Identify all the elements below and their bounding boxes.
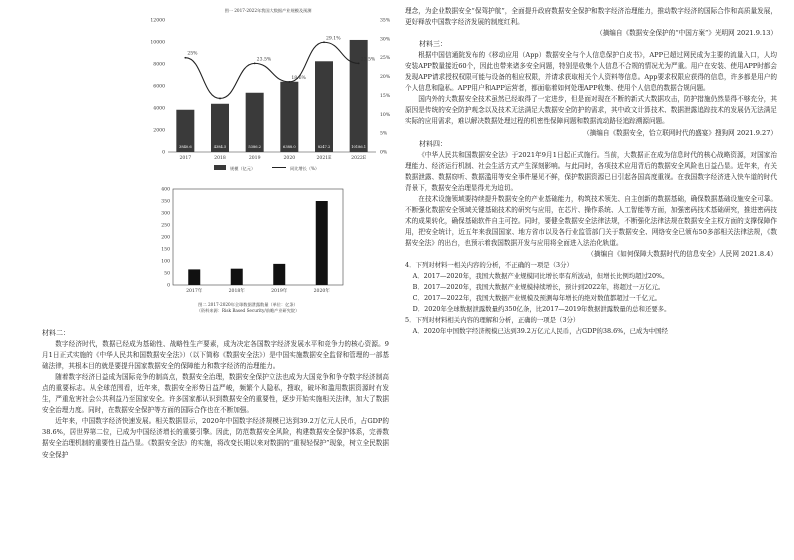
y-tick-label: 50 — [164, 271, 170, 277]
question-5: 5．下列对材料相关内容的理解和分析，正确的一项是（3分） — [405, 315, 580, 324]
growth-point — [254, 62, 256, 64]
y-tick-label: 6000 — [153, 84, 165, 90]
growth-point — [323, 41, 325, 43]
x-tick-label: 2017年 — [186, 289, 203, 294]
bar — [315, 61, 333, 152]
bar-value-label: 6388.0 — [283, 145, 296, 149]
y2-tick-label: 10% — [380, 112, 391, 118]
question-4-option-c: C．2017—2022年，我国大数据产业规模及预测每年增长的绝对数值都超过一千亿元。 — [412, 293, 661, 302]
y-tick-label: 150 — [161, 247, 170, 253]
growth-point — [358, 62, 360, 64]
bar — [231, 269, 243, 285]
chart-source: （资料来源：Risk Based Security/前瞻产业研究院） — [196, 308, 300, 313]
y2-tick-label: 15% — [380, 93, 391, 99]
x-tick-label: 2018 — [214, 156, 226, 161]
growth-point — [184, 57, 186, 59]
material-two-continued: 理念，为企业数据安全“保驾护航”，全面提升政府数据安全保护和数字经济治理能力，推动数字经济的国际合作和高质量发展，更好释放中国数字经济发展的制度红利。 — [405, 7, 777, 27]
y-tick-label: 400 — [161, 187, 170, 193]
y-tick-label: 200 — [161, 235, 170, 241]
y-tick-label: 0 — [162, 150, 165, 156]
material-three-para-2: 国内外的大数据安全技术虽然已经取得了一定进步，但是面对现在不断的新式大数据攻击，防护措施仍然显得不够充分，其原因是传统的安全防护观念以及技术无法满足大数据安全防护的需求，其中政文计算技术、数据泄露追踪技术的发展仍无法满足实际的应用需求，难以解决数据处理过程的机密性保障问题和数据流动路径追踪溯源问题。 — [405, 95, 777, 126]
x-tick-label: 2022E — [351, 156, 367, 161]
y-tick-label: 350 — [161, 199, 170, 205]
growth-label: 23.5% — [360, 57, 376, 63]
bar-value-label: 8247.2 — [317, 145, 331, 149]
question-4: 4．下列对材料一相关内容的分析，不正确的一项是（3分） — [405, 261, 573, 270]
material-two-para-1: 数字经济时代，数据已经成为基础性、战略性生产要素，成为决定各国数字经济发展水平和竞争力的核心资源。9月1日正式实施的《中华人民共和国数据安全法》）（以下简称《数据安全法》）是中国实施数据安全监督和管理的一部基础法律，其根本目的就是要提升国家数据安全的保障能力和数字经济的治理能力。 — [42, 340, 389, 371]
bar — [316, 201, 328, 285]
question-4-option-d: D．2020年全球数据泄露数量约350亿条，比2017—2019年数据泄露数量的总和还要多。 — [412, 304, 671, 313]
material-two-para-3: 近年来，中国数字经济快速发展。相关数据显示，2020年中国数字经济规模已达到39.2万亿元人民币，占GDP的38.6%，居世界第二位，已成为中国经济增长的重要引擎。因此，防范数据安全风险，构建数据安全保护体系，完善数据安全治理机制的重要性日益凸显。《数据安全法》的实施，将改变长期以来对数据的“重视轻保护”现象，树立全民数据安全保护 — [42, 417, 389, 459]
chart-industry-scale — [140, 6, 410, 178]
legend-swatch-bar — [214, 165, 226, 170]
bar-value-label: 10186.1 — [351, 145, 367, 149]
bar — [273, 264, 285, 285]
x-tick-label: 2017 — [179, 156, 192, 161]
legend-label-bar: 规模（亿元） — [230, 166, 256, 171]
x-tick-label: 2018年 — [228, 289, 245, 294]
chart-data-breaches — [143, 185, 348, 315]
y2-tick-label: 30% — [380, 37, 391, 43]
chart-legend — [214, 165, 319, 172]
chart-title: 图一 2017-2022年我国大数据产业规模及预测 — [224, 8, 312, 13]
bar — [246, 93, 264, 152]
source-material-two: （摘编自《数据安全保护的“中国方案”》光明网 2021.9.13） — [596, 29, 777, 38]
growth-point — [219, 98, 221, 100]
y-tick-label: 300 — [161, 211, 170, 217]
y-tick-label: 4000 — [153, 106, 165, 112]
bar-value-label: 4384.5 — [213, 145, 227, 149]
y-tick-label: 10000 — [150, 40, 165, 46]
material-four-para-1: 《中华人民共和国数据安全法》于2021年9月1日起正式施行。当前，大数据正在成为信息时代的核心战略资源，对国家治理能力、经济运行机制、社会生活方式产生深刻影响。与此同时，各项技术应用背后的数据安全风险也日益凸显。近年来，有关数据泄露、数据窃听、数据滥用等安全事件屡见不鲜，保护数据资源已日引起各国高度重视。在我国数字经济进入快车道的时代背景下，数据安全治理显得尤为迫切。 — [405, 150, 777, 192]
source-material-three: （摘编自《数据安全，恰立联网时代的盛宴》搜狗网 2021.9.27） — [583, 128, 777, 137]
y-tick-label: 0 — [167, 283, 170, 289]
y2-tick-label: 20% — [380, 75, 391, 81]
bar — [188, 269, 200, 285]
y2-tick-label: 0% — [380, 150, 388, 156]
bar-value-label: 5386.2 — [248, 145, 261, 149]
y-tick-label: 250 — [161, 223, 170, 229]
x-tick-label: 2019 — [248, 156, 261, 161]
material-two-title: 材料二： — [42, 329, 70, 337]
material-two-para-2: 随着数字经济日益成为国际竞争的制高点，数据安全治理，数据安全保护立法也成为大国竞争和争夺数字经济制高点的重要标志。从全球范围看，近年来，数据安全形势日益严峻，频繁个人隐私，搜取，破坏和滥用数据资源时有发生，严重危害社会公共利益乃至国家安全。许多国家都认识到数据安全的重要性，逐步开始实施相关法律，加大了数据安全治理力度。同时，在数据安全保护等方面的国际合作也在不断加强。 — [42, 373, 389, 415]
growth-point — [288, 81, 290, 83]
y2-tick-label: 25% — [380, 56, 391, 62]
question-4-option-b: B．2017—2020年，我国大数据产业规模持续增长，预计到2022年，将超过一万亿元。 — [412, 282, 665, 291]
y-tick-label: 2000 — [153, 128, 165, 134]
x-tick-label: 2020年 — [313, 289, 330, 294]
question-5-option-a: A．2020年中国数字经济规模已达到39.2万亿元人民币，占GDP的38.6%，已成为中国经 — [412, 326, 668, 335]
y2-tick-label: 5% — [380, 131, 388, 137]
growth-label: 23.5% — [256, 57, 272, 63]
material-three-title: 材料三： — [419, 40, 447, 49]
material-three-para-1: 根据中国信通院发布的《移动应用（App）数据安全与个人信息保护白皮书》，APP已超过网民成为主要的流量入口，人均安装APP数量接近60个，因此也带来诸多安全问题，特别是收集个人信息不合规的情况尤为严重。用户在安装、使用APP时都会发现APP请求授权权限可能与设备的相应权限，并请求获取相关个人资料等信息。App要求权限应获得的信息，许多都是用户的个人信息和隐私。APP用户和APP运营者，都面临着如何处理APP收集、使用个人信息的数据合规问题。 — [405, 51, 777, 93]
question-4-option-a: A．2017—2020年，我国大数据产业规模同比增长率有所波动，但增长比例均超过20%。 — [412, 271, 669, 280]
growth-label: 18.6% — [291, 75, 306, 81]
source-material-four: （摘编自《如何保障大数据时代的信息安全》人民网 2021.8.4） — [587, 250, 777, 259]
material-four-para-2: 在技术设施领域要持续提升数据安全的产业基础能力，构筑技术领先、自主创新的数据基础，确保数据基础设施安全可靠。不断强化数据安全领域关键基础技术的研究与应用，在芯片、操作系统、人工智能等方面，加强密码技术基础研究，推进密码技术的成果转化，确保基础软件自主可控。同时，要健全数据安全法律法规，不断强化法律法规在数据安全主权方面的支撑保障作用，把安全统计，近五年来我国国家、地方省市以及各行业监管部门关于数据安全、网络安全已颁布50多部相关法律法规，《数据安全法》的出台，也预示着我国数据开发与应用将全面进入法治化轨道。 — [405, 194, 777, 247]
legend-label-line: 同比增长（%） — [290, 166, 320, 171]
chart-caption: 图二 2017-2020年全球数据泄露数量（单位：亿条） — [198, 302, 298, 307]
y-tick-label: 8000 — [153, 62, 165, 68]
y2-tick-label: 35% — [380, 18, 391, 24]
x-tick-label: 2020 — [283, 156, 296, 161]
y-tick-label: 100 — [161, 259, 170, 265]
growth-label: 25% — [187, 51, 198, 57]
x-tick-label: 2019年 — [271, 289, 288, 294]
material-two — [42, 328, 389, 461]
material-four-title: 材料四： — [419, 139, 447, 148]
x-tick-label: 2021E — [316, 156, 332, 161]
bar-value-label: 3840.6 — [179, 145, 192, 149]
growth-label: 29.1% — [326, 36, 341, 42]
right-text — [405, 6, 777, 336]
bar — [280, 82, 298, 152]
questions — [405, 260, 777, 336]
y-tick-label: 12000 — [150, 18, 165, 24]
